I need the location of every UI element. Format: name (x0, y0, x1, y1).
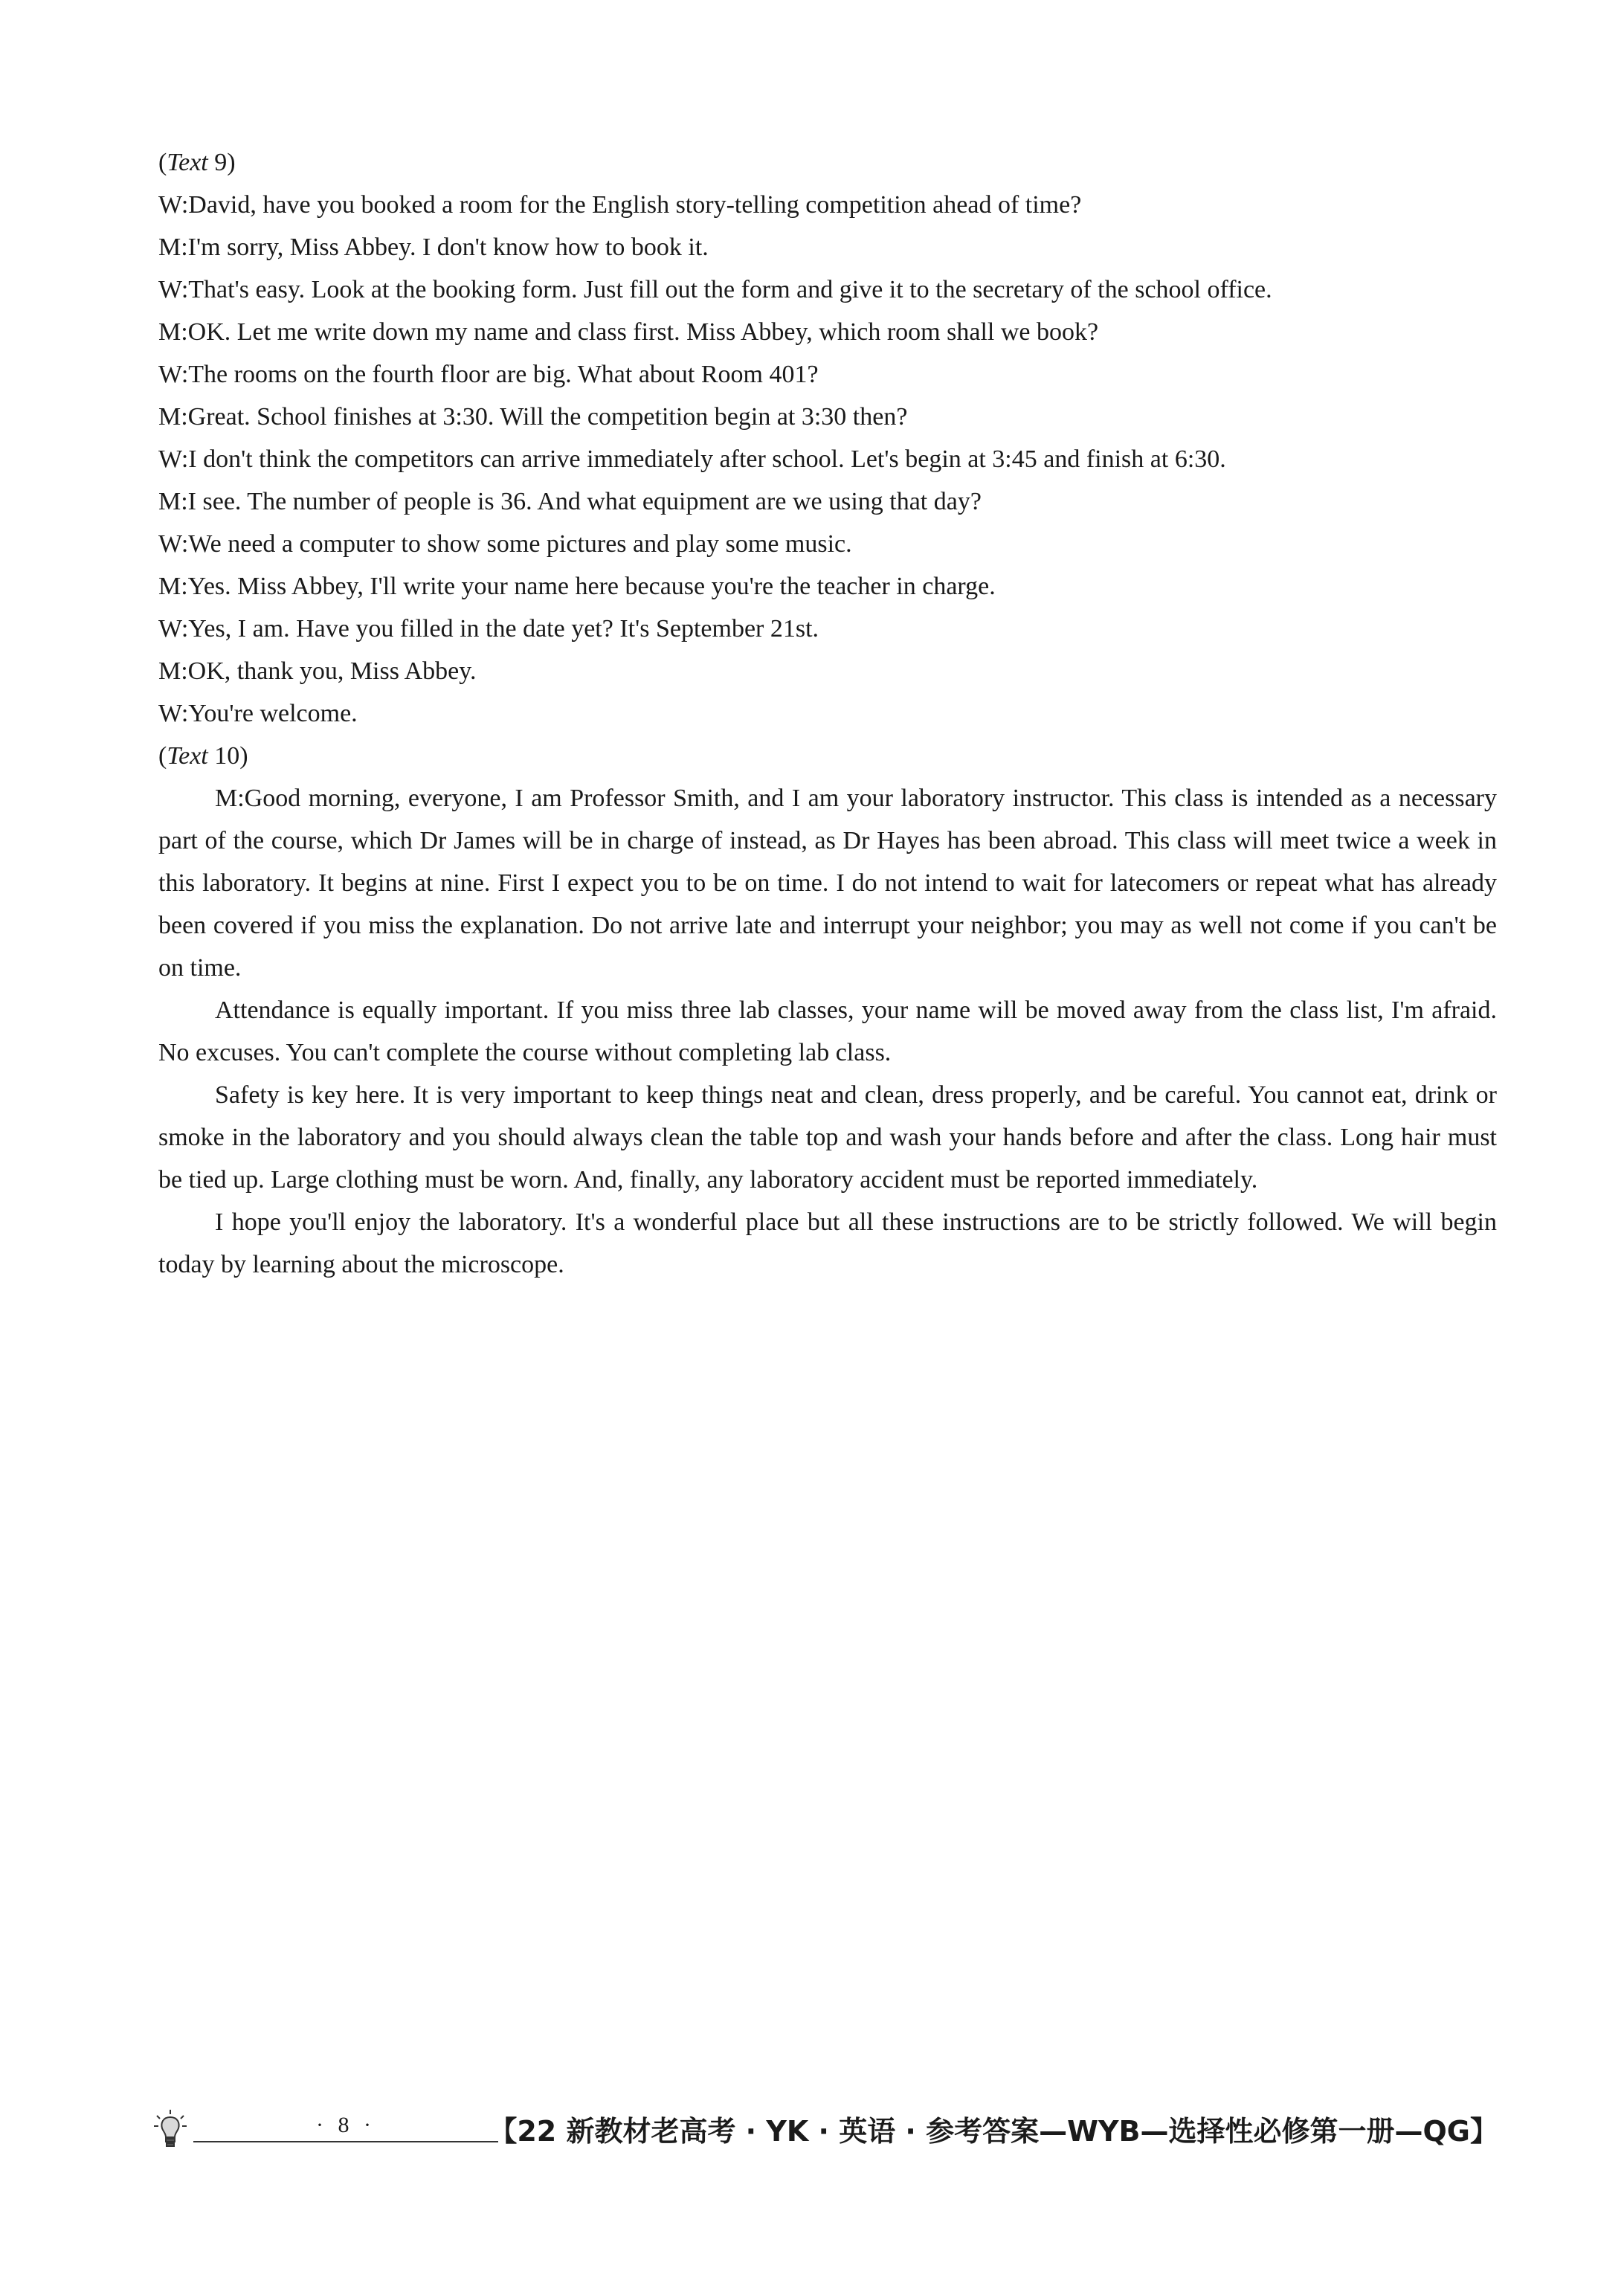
dialogue-line: W:The rooms on the fourth floor are big. What about Room 401? (158, 361, 819, 388)
dialogue-line: W:We need a computer to show some pictures and play some music. (158, 530, 852, 558)
dialogue-line: M:Great. School finishes at 3:30. Will the competition begin at 3:30 then? (158, 403, 908, 431)
lightbulb-icon (152, 2108, 188, 2148)
dialogue-line: M:OK, thank you, Miss Abbey. (158, 657, 477, 685)
document-body (158, 141, 1497, 1286)
dialogue-line: M:I'm sorry, Miss Abbey. I don't know how to book it. (158, 234, 709, 261)
heading-paren: ( (158, 149, 167, 176)
text10-heading-label: Text (167, 742, 208, 770)
text9-heading-label: Text (167, 149, 208, 176)
monologue-paragraph: M:Good morning, everyone, I am Professor Smith, and I am your laboratory instructor. This class is intended as a necessary part of the course, which Dr James will be in charge of instead, as Dr Hayes has been abroad. This class will meet twice a week in this laboratory. It begins at nine. First I expect you to be on time. I do not intend to wait for latecomers or repeat what has already been covered if you miss the explanation. Do not arrive late and interrupt your neighbor; you may as well not come if you can't be on time. (158, 785, 1497, 982)
dialogue-line: M:Yes. Miss Abbey, I'll write your name here because you're the teacher in charge. (158, 573, 996, 600)
text10-heading-number: 10) (207, 742, 248, 770)
monologue-paragraph: I hope you'll enjoy the laboratory. It's a wonderful place but all these instructions are to be strictly followed. We will begin today by learning about the microscope. (158, 1208, 1497, 1278)
book-series-title: 【22 新教材老高考 · YK · 英语 · 参考答案—WYB—选择性必修第一册—QG】 (489, 2115, 1498, 2148)
monologue-paragraph: Safety is key here. It is very important to keep things neat and clean, dress properly, and be careful. You cannot eat, drink or smoke in the laboratory and you should always clean the table top and wash your hands before and after the class. Long hair must be tied up. Large clothing must be worn. And, finally, any laboratory accident must be reported immediately. (158, 1081, 1497, 1194)
dialogue-line: M:OK. Let me write down my name and class first. Miss Abbey, which room shall we book? (158, 318, 1099, 346)
dialogue-line: W:David, have you booked a room for the English story-telling competition ahead of time? (158, 191, 1082, 219)
text9-heading (158, 141, 1497, 184)
page-number: · 8 · (193, 2113, 498, 2142)
dialogue-line: W:I don't think the competitors can arrive immediately after school. Let's begin at 3:45 and finish at 6:30. (158, 445, 1226, 473)
dialogue-line: W:That's easy. Look at the booking form. Just fill out the form and give it to the secretary of the school office. (158, 276, 1272, 303)
dialogue-line: M:I see. The number of people is 36. And what equipment are we using that day? (158, 488, 982, 515)
monologue-paragraph: Attendance is equally important. If you miss three lab classes, your name will be moved away from the class list, I'm afraid. No excuses. You can't complete the course without completing lab class. (158, 996, 1497, 1066)
dialogue-line: W:Yes, I am. Have you filled in the date yet? It's September 21st. (158, 615, 819, 643)
dialogue-line: W:You're welcome. (158, 700, 358, 727)
page-footer (152, 2108, 1498, 2153)
heading-paren: ( (158, 742, 167, 770)
text9-heading-number: 9) (207, 149, 236, 176)
text10-heading (158, 735, 1497, 777)
